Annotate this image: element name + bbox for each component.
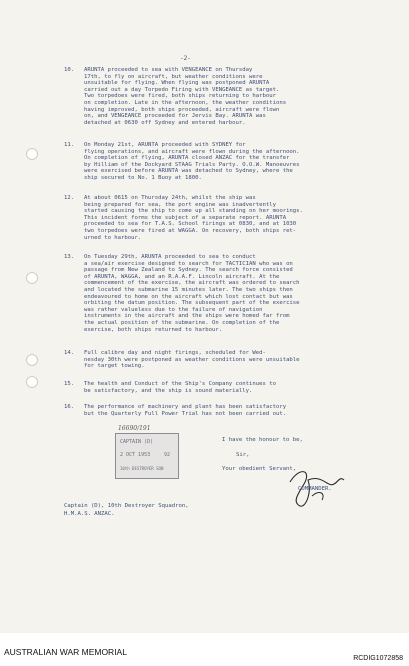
paragraph-number: 16. <box>64 404 75 410</box>
archive-id: RCDIG1072858 <box>353 655 403 662</box>
paragraph-text: Full calibre day and night firings, scheduled for Wed- nesday 30th were postponed as weather conditions were unsuitable for target towing. <box>84 350 300 370</box>
punch-hole <box>26 148 38 160</box>
closing-line: I have the honour to be, <box>222 437 303 443</box>
archive-footer <box>0 633 409 666</box>
received-stamp <box>115 433 179 479</box>
addressee-line: Captain (D), 10th Destroyer Squadron, <box>64 503 189 509</box>
paragraph-text: On Tuesday 29th, ARUNTA proceeded to sea to conduct a sea/air exercise designed to search for TACTICIAN who was on passage from New Zealand to Sydney. The search force consisted of ARUNTA, WAGGA, and an R.A.A.F. Lincoln aircraft. At the commencement of the exercise, the aircraft was ordered to search and located the submarine 15 minutes later. The two ships then endeavoured to home on the aircraft which lost contact but was orbiting the datum position. The subsequent part of the exercise was rather valueless due to the failure of navigation instruments in the aircraft and the ships were homed far from the actual position of the submarine. On completion of the exercise, both ships returned to harbour. <box>84 254 300 333</box>
paragraph-number: 12. <box>64 195 75 201</box>
paragraph-number: 10. <box>64 67 75 73</box>
handwritten-reference: 16690/191 <box>118 425 151 432</box>
punch-hole <box>26 354 38 366</box>
closing-line: Sir, <box>236 452 250 458</box>
paragraph-number: 15. <box>64 381 75 387</box>
punch-hole <box>26 376 38 388</box>
paragraph-text: The health and Conduct of the Ship's Company continues to be satisfactory, and the ship is sound materially. <box>84 381 276 394</box>
paragraph-number: 13. <box>64 254 75 260</box>
page-number: -2- <box>180 55 191 62</box>
stamp-date: 2 OCT 1953 <box>120 452 151 458</box>
paragraph-text: At about 0615 on Thursday 24th, whilst the ship was being prepared for sea, the port engine was inadvertently started causing the ship to come up all standing on her moorings. This incident forms the subject of a separate report. ARUNTA proceeded to sea for T.A.S. School firings at 0830, and at 1030 two torpedoes were fired at WAGGA. On recovery, both ships ret- urned to harbour. <box>84 195 303 241</box>
paragraph-text: ARUNTA proceeded to sea with VENGEANCE on Thursday 17th, to fly on aircraft, but weather conditions were unsuitable for flying. When flying was postponed ARUNTA carried out a day Torpedo Firing with VENGEANCE as target. Two torpedoes were fired, both ships returning to harbour on completion. Late in the afternoon, the weather conditions having improved, both ships proceeded, aircraft were flown on, and VENGEANCE proceeded for Jervis Bay. ARUNTA was detached at 0630 off Sydney and entered harbour. <box>84 67 287 126</box>
punch-hole <box>26 272 38 284</box>
stamp-mark: 92 <box>164 452 171 458</box>
closing-line: Your obedient Servant, <box>222 466 297 472</box>
paragraph-text: On Monday 21st, ARUNTA proceeded with SYDNEY for flying operations, and aircraft were flown during the afternoon. On completion of flying, ARUNTA closed ANZAC for the transfer by Hilliam of the Dockyard STAAG Trials Party. O.O.W. Manoeuvres were exercised before ARUNTA was detached to Sydney, where the ship secured to No. 1 Buoy at 1800. <box>84 142 300 181</box>
addressee-line: H.M.A.S. ANZAC. <box>64 511 115 517</box>
paragraph-number: 14. <box>64 350 75 356</box>
paragraph-text: The performance of machinery and plant has been satisfactory but the Quarterly Full Power Trial has not been carried out. <box>84 404 287 417</box>
archive-name: AUSTRALIAN WAR MEMORIAL <box>4 647 127 657</box>
stamp-line: CAPTAIN (D) <box>120 439 154 445</box>
signature-title: COMMANDER. <box>298 486 332 492</box>
stamp-line: 10th DESTROYER SQN <box>120 466 164 471</box>
paragraph-number: 11. <box>64 142 75 148</box>
